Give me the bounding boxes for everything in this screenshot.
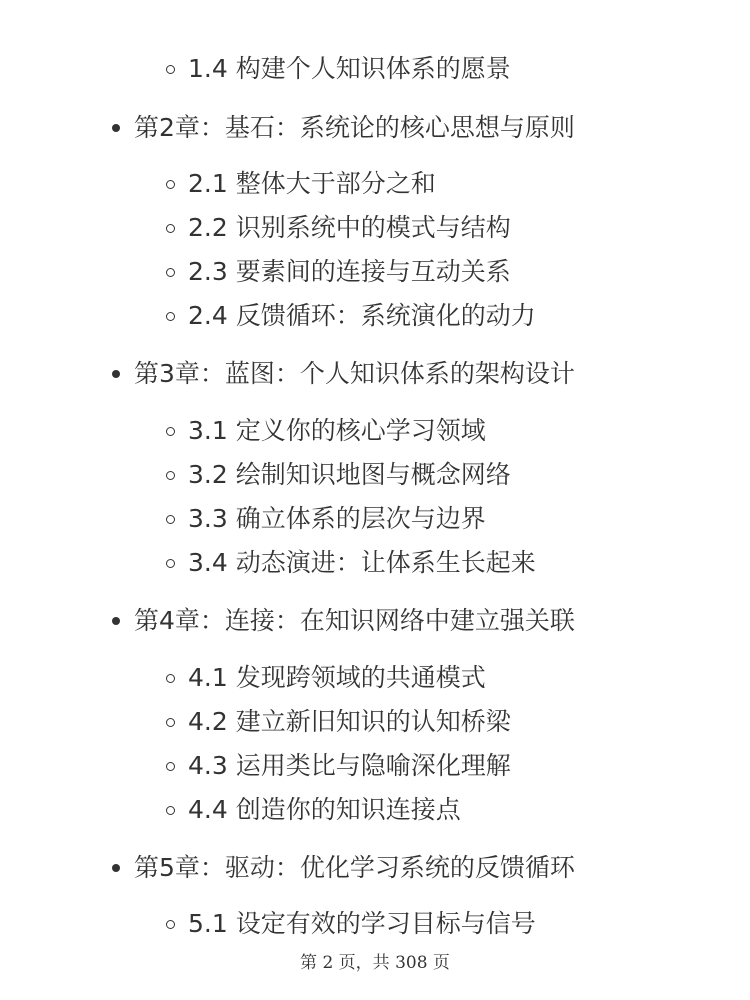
filled-bullet-icon <box>108 357 124 391</box>
hollow-bullet-icon <box>162 211 178 245</box>
toc-entry-label: 2.2 识别系统中的模式与结构 <box>188 213 511 242</box>
toc-entry-label: 2.4 反馈循环：系统演化的动力 <box>188 301 536 330</box>
toc-entry-label: 4.1 发现跨领域的共通模式 <box>188 663 486 692</box>
toc-chapter-label: 第5章：驱动：优化学习系统的反馈循环 <box>134 853 575 882</box>
toc-entry-label: 1.4 构建个人知识体系的愿景 <box>188 54 511 83</box>
toc-entry-label: 3.1 定义你的核心学习领域 <box>188 416 486 445</box>
hollow-bullet-icon <box>162 907 178 941</box>
hollow-bullet-icon <box>162 255 178 289</box>
toc-entry-label: 4.3 运用类比与隐喻深化理解 <box>188 751 511 780</box>
hollow-bullet-icon <box>162 793 178 827</box>
hollow-bullet-icon <box>162 167 178 201</box>
toc-entry-label: 3.3 确立体系的层次与边界 <box>188 504 486 533</box>
hollow-bullet-icon <box>162 749 178 783</box>
filled-bullet-icon <box>108 604 124 638</box>
toc-chapter-label: 第3章：蓝图：个人知识体系的架构设计 <box>134 359 575 388</box>
toc-entry-label: 4.2 建立新旧知识的认知桥梁 <box>188 707 511 736</box>
hollow-bullet-icon <box>162 705 178 739</box>
toc-entry-label: 5.1 设定有效的学习目标与信号 <box>188 909 536 938</box>
filled-bullet-icon <box>108 851 124 885</box>
hollow-bullet-icon <box>162 414 178 448</box>
toc-entry-label: 3.4 动态演进：让体系生长起来 <box>188 548 536 577</box>
toc-entry-label: 4.4 创造你的知识连接点 <box>188 795 461 824</box>
page-number: 第 2 页，共 308 页 <box>300 953 450 973</box>
hollow-bullet-icon <box>162 52 178 86</box>
toc-entry-label: 3.2 绘制知识地图与概念网络 <box>188 460 511 489</box>
hollow-bullet-icon <box>162 546 178 580</box>
hollow-bullet-icon <box>162 299 178 333</box>
toc-chapter-label: 第4章：连接：在知识网络中建立强关联 <box>134 606 575 635</box>
hollow-bullet-icon <box>162 458 178 492</box>
toc-chapter-label: 第2章：基石：系统论的核心思想与原则 <box>134 113 575 142</box>
hollow-bullet-icon <box>162 502 178 536</box>
toc-entry-label: 2.1 整体大于部分之和 <box>188 169 436 198</box>
filled-bullet-icon <box>108 111 124 145</box>
hollow-bullet-icon <box>162 661 178 695</box>
toc-entry-label: 2.3 要素间的连接与互动关系 <box>188 257 511 286</box>
